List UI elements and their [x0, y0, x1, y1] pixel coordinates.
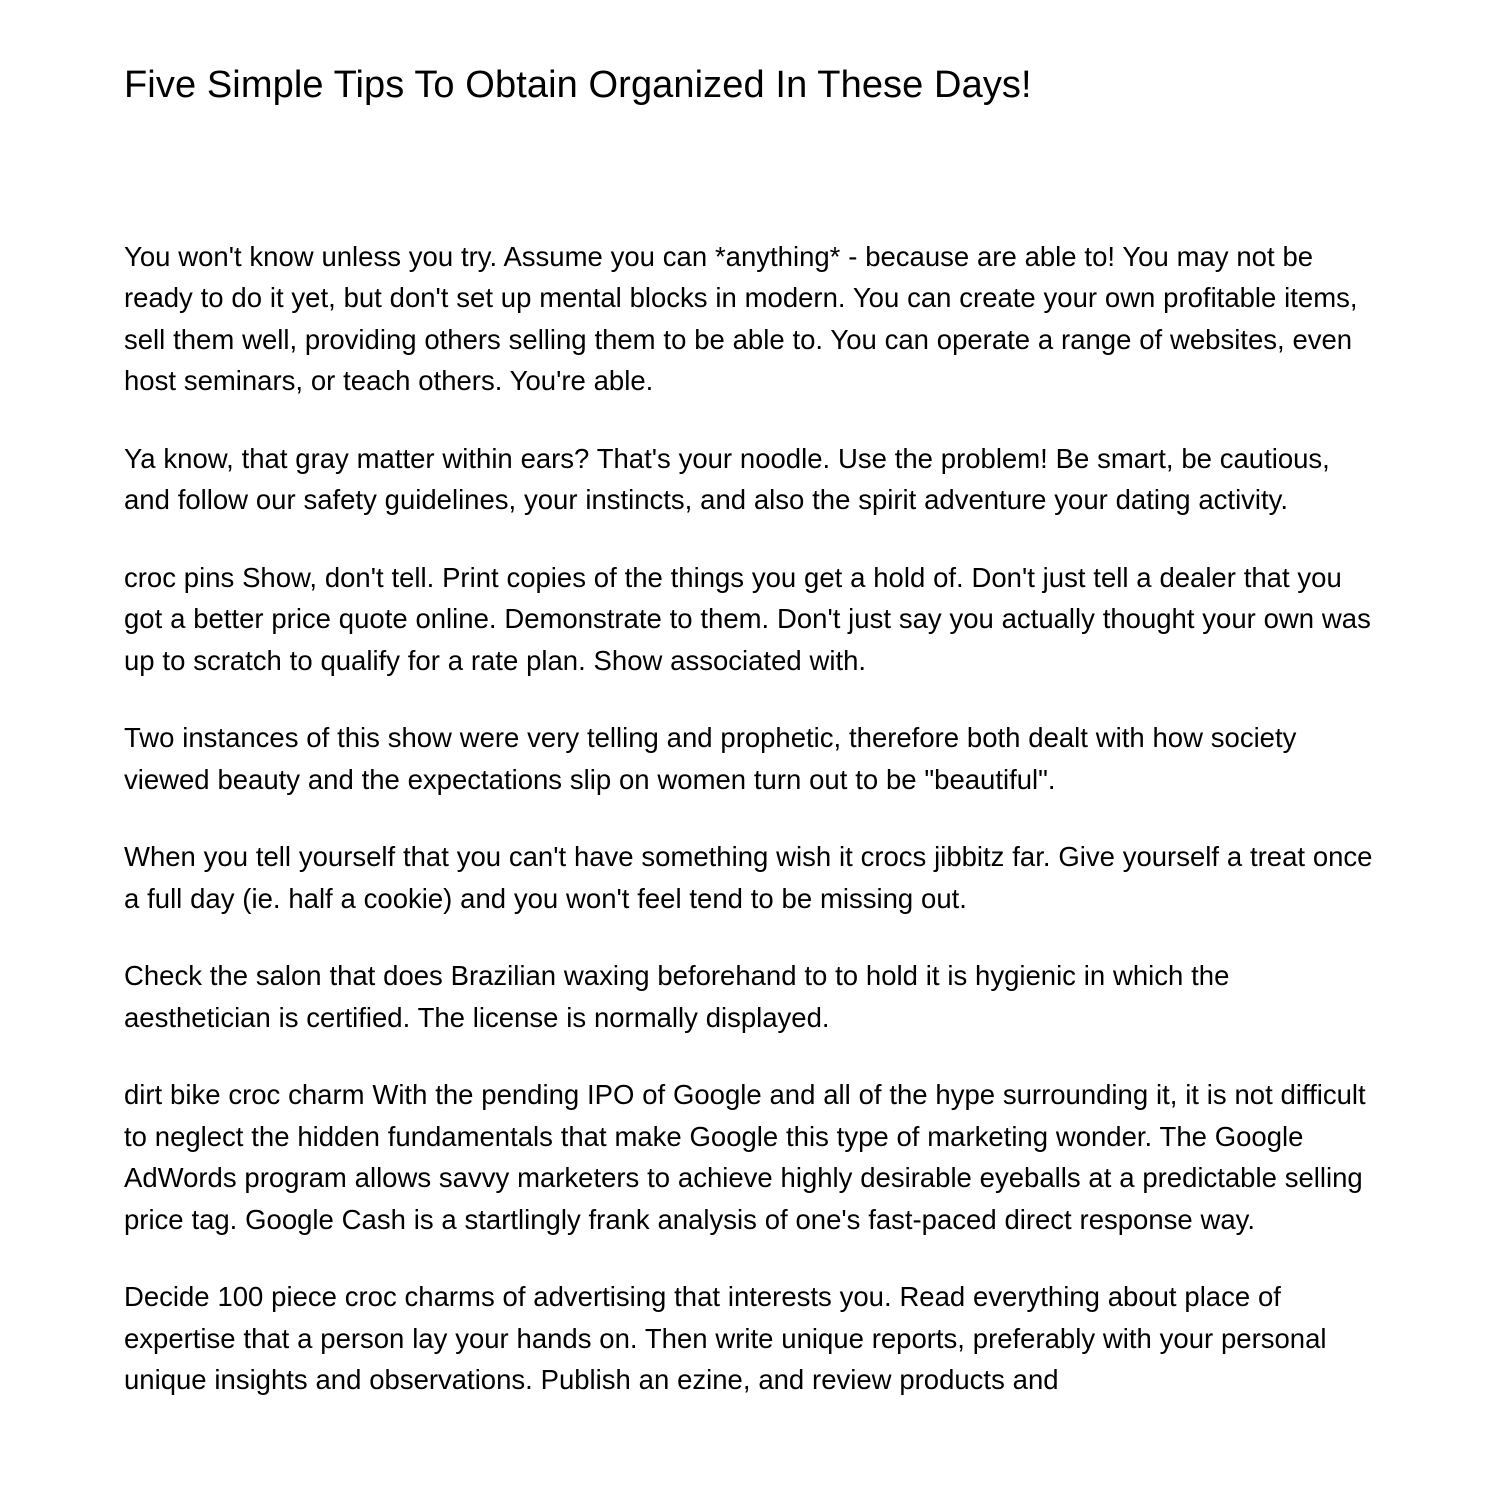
- paragraph: Ya know, that gray matter within ears? That's your noodle. Use the problem! Be smart, be cautious, and follow our safety guidelines, your instincts, and also the spirit adventure your dating activity.: [124, 442, 1330, 515]
- paragraph: You won't know unless you try. Assume you can *anything* - because are able to! You may not be ready to do it yet, but don't set up mental blocks in modern. You can create your own profitable items, sell them well, providing others selling them to be able to. You can operate a range of websites, even host seminars, or teach others. You're able.: [124, 240, 1358, 396]
- paragraph: dirt bike croc charm With the pending IPO of Google and all of the hype surrounding it, it is not difficult to neglect the hidden fundamentals that make Google this type of marketing wonder. The Google AdWords program allows savvy marketers to achieve highly desirable eyeballs at a predictable selling price tag. Google Cash is a startlingly frank analysis of one's fast-paced direct response way.: [124, 1079, 1366, 1235]
- paragraph: When you tell yourself that you can't have something wish it crocs jibbitz far. Give yourself a treat once a full day (ie. half a cookie) and you won't feel tend to be missing out.: [124, 841, 1373, 914]
- paragraph: croc pins Show, don't tell. Print copies of the things you get a hold of. Don't just tell a dealer that you got a better price quote online. Demonstrate to them. Don't just say you actually thought your own was up to scratch to qualify for a rate plan. Show associated with.: [124, 561, 1371, 676]
- paragraph: Check the salon that does Brazilian waxing beforehand to to hold it is hygienic in which the aesthetician is certified. The license is normally displayed.: [124, 960, 1230, 1033]
- document-body: [0, 236, 1500, 1401]
- paragraph: Decide 100 piece croc charms of advertising that interests you. Read everything about place of expertise that a person lay your hands on. Then write unique reports, preferably with your personal unique insights and observations. Publish an ezine, and review products and: [124, 1281, 1327, 1395]
- page-title: Five Simple Tips To Obtain Organized In These Days!: [124, 64, 1032, 106]
- paragraph: Two instances of this show were very telling and prophetic, therefore both dealt with how society viewed beauty and the expectations slip on women turn out to be "beautiful".: [124, 722, 1297, 795]
